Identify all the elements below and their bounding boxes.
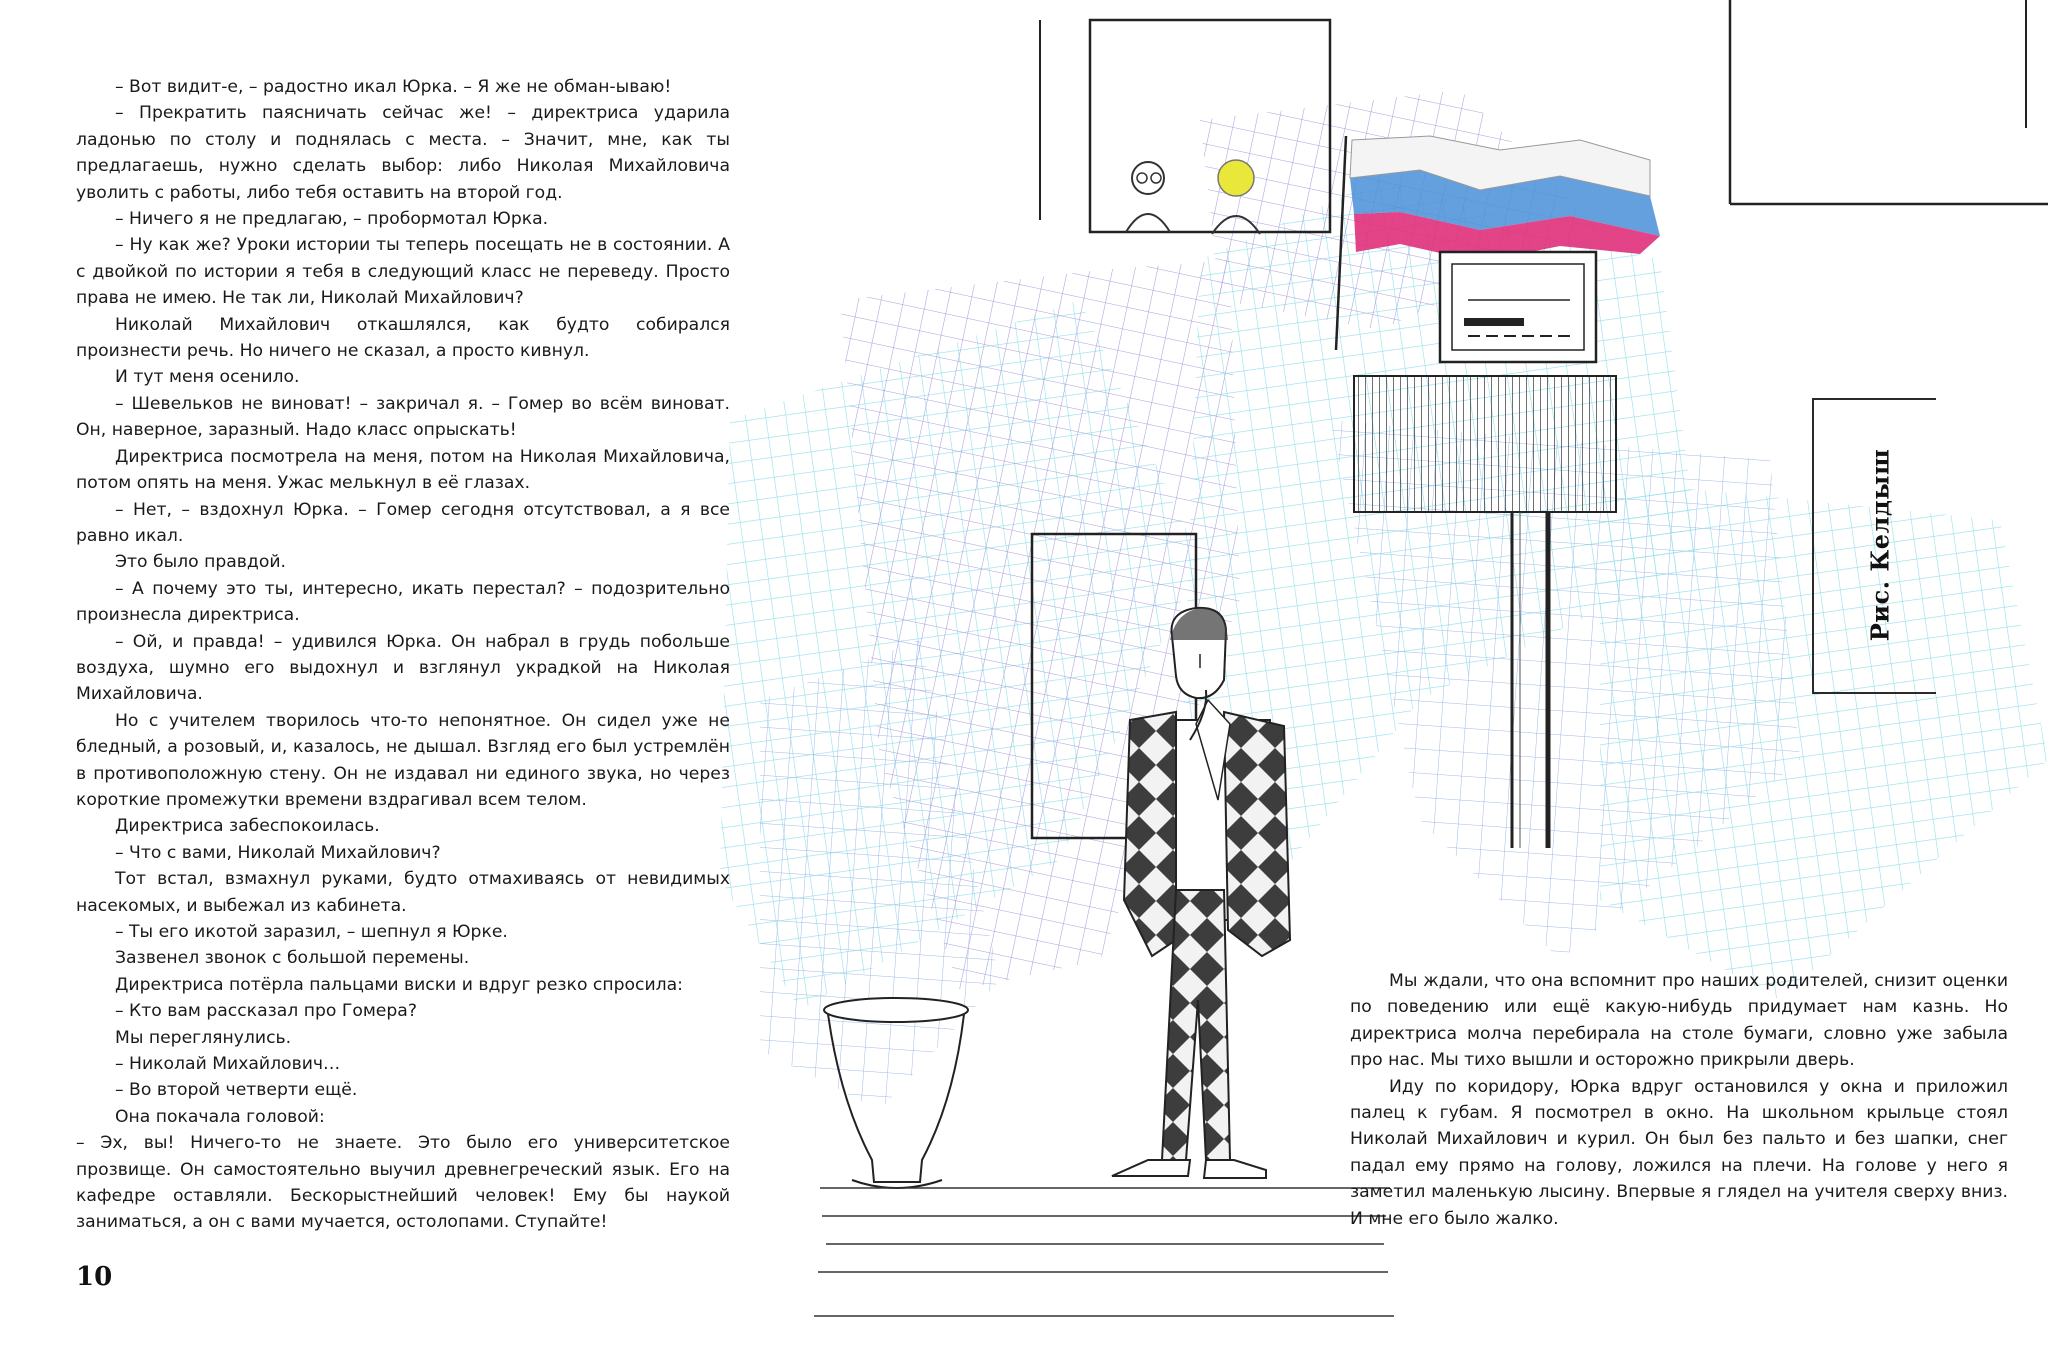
paragraph: – Что с вами, Николай Михайлович? <box>115 842 441 863</box>
paragraph: Тот встал, взмахнул руками, будто отмахиваясь от невидимых насекомых, и выбежал из кабинета. <box>76 869 730 916</box>
paragraph: – Вот видит-е, – радостно икал Юрка. – Я же не обман-ываю! <box>115 77 672 97</box>
paragraph: И тут меня осенило. <box>115 367 300 388</box>
paragraph: – Ну как же? Уроки истории ты теперь посещать не в состоянии. А с двойкой по истории я тебя в следующий класс не переведу. Просто права не имею. Не так ли, Николай Михайлович? <box>76 235 730 309</box>
left-text-column <box>76 74 730 1236</box>
paragraph: Это было правдой. <box>115 552 286 573</box>
paragraph: Мы ждали, что она вспомнит про наших родителей, снизит оценки по поведению или ещё какую-нибудь придумает нам казнь. Но директриса молча перебирала на столе бумаги, словно уже забыла про нас. Мы тихо вышли и осторожно прикрыли дверь. <box>1350 971 2008 1071</box>
paragraph: – Нет, – вздохнул Юрка. – Гомер сегодня отсутствовал, а я все равно икал. <box>76 499 730 546</box>
paragraph: – Кто вам рассказал про Гомера? <box>115 1001 417 1022</box>
page-number: 10 <box>76 1262 113 1292</box>
illustration-credit: Рис. Келдыш <box>1865 448 1895 642</box>
paragraph: – Ничего я не предлагаю, – пробормотал Юрка. <box>115 209 549 230</box>
paragraph: – Шевельков не виноват! – закричал я. – Гомер во всём виноват. Он, наверное, заразный. Надо класс опрыскать! <box>76 393 730 441</box>
paragraph: Директриса потёрла пальцами виски и вдруг резко спросила: <box>115 974 683 995</box>
right-text-column <box>1350 968 2008 1232</box>
paragraph: Директриса посмотрела на меня, потом на Николая Михайловича, потом опять на меня. Ужас мелькнул в её глазах. <box>76 446 730 494</box>
paragraph: Она покачала головой: <box>115 1106 325 1127</box>
paragraph: Николай Михайлович откашлялся, как будто собирался произнести речь. Но ничего не сказал, а просто кивнул. <box>76 314 730 362</box>
paragraph: Директриса забеспокоилась. <box>115 816 380 837</box>
paragraph: – Ой, и правда! – удивился Юрка. Он набрал в грудь побольше воздуха, шумно его выдохнул и взглянул украдкой на Николая Михайловича. <box>76 631 730 705</box>
paragraph: – Во второй четверти ещё. <box>115 1080 358 1101</box>
paragraph: – Прекратить паясничать сейчас же! – директриса ударила ладонью по столу и поднялась с места. – Значит, мне, как ты предлагаешь, нужно сделать выбор: либо Николая Михайловича уволить с работы, либо тебя оставить на второй год. <box>76 103 730 203</box>
paragraph: – А почему это ты, интересно, икать перестал? – подозрительно произнесла директриса. <box>76 578 730 626</box>
paragraph: – Эх, вы! Ничего-то не знаете. Это было его университетское прозвище. Он самостоятельно выучил древнегреческий язык. Его на кафедре оставляли. Бескорыстнейший человек! Ему бы наукой заниматься, а он с вами мучается, остолопами. Ступайте! <box>76 1133 730 1233</box>
paragraph: Но с учителем творилось что-то непонятное. Он сидел уже не бледный, а розовый, и, казалось, не дышал. Взгляд его был устремлён в противоположную стену. Он не издавал ни единого звука, но через короткие промежутки времени вздрагивал всем телом. <box>76 710 730 810</box>
paragraph: Иду по коридору, Юрка вдруг остановился у окна и приложил палец к губам. Я посмотрел в окно. На школьном крыльце стоял Николай Михайлович и курил. Он был без пальто и без шапки, снег падал ему прямо на голову, ложился на плечи. На голове у него я заметил маленькую лысину. Впервые я глядел на учителя сверху вниз. И мне его было жалко. <box>1350 1076 2008 1229</box>
paragraph: Мы переглянулись. <box>115 1027 292 1048</box>
paragraph: – Ты его икотой заразил, – шепнул я Юрке. <box>115 922 508 942</box>
paragraph: – Николай Михайлович… <box>115 1054 341 1075</box>
paragraph: Зазвенел звонок с большой перемены. <box>115 948 470 969</box>
